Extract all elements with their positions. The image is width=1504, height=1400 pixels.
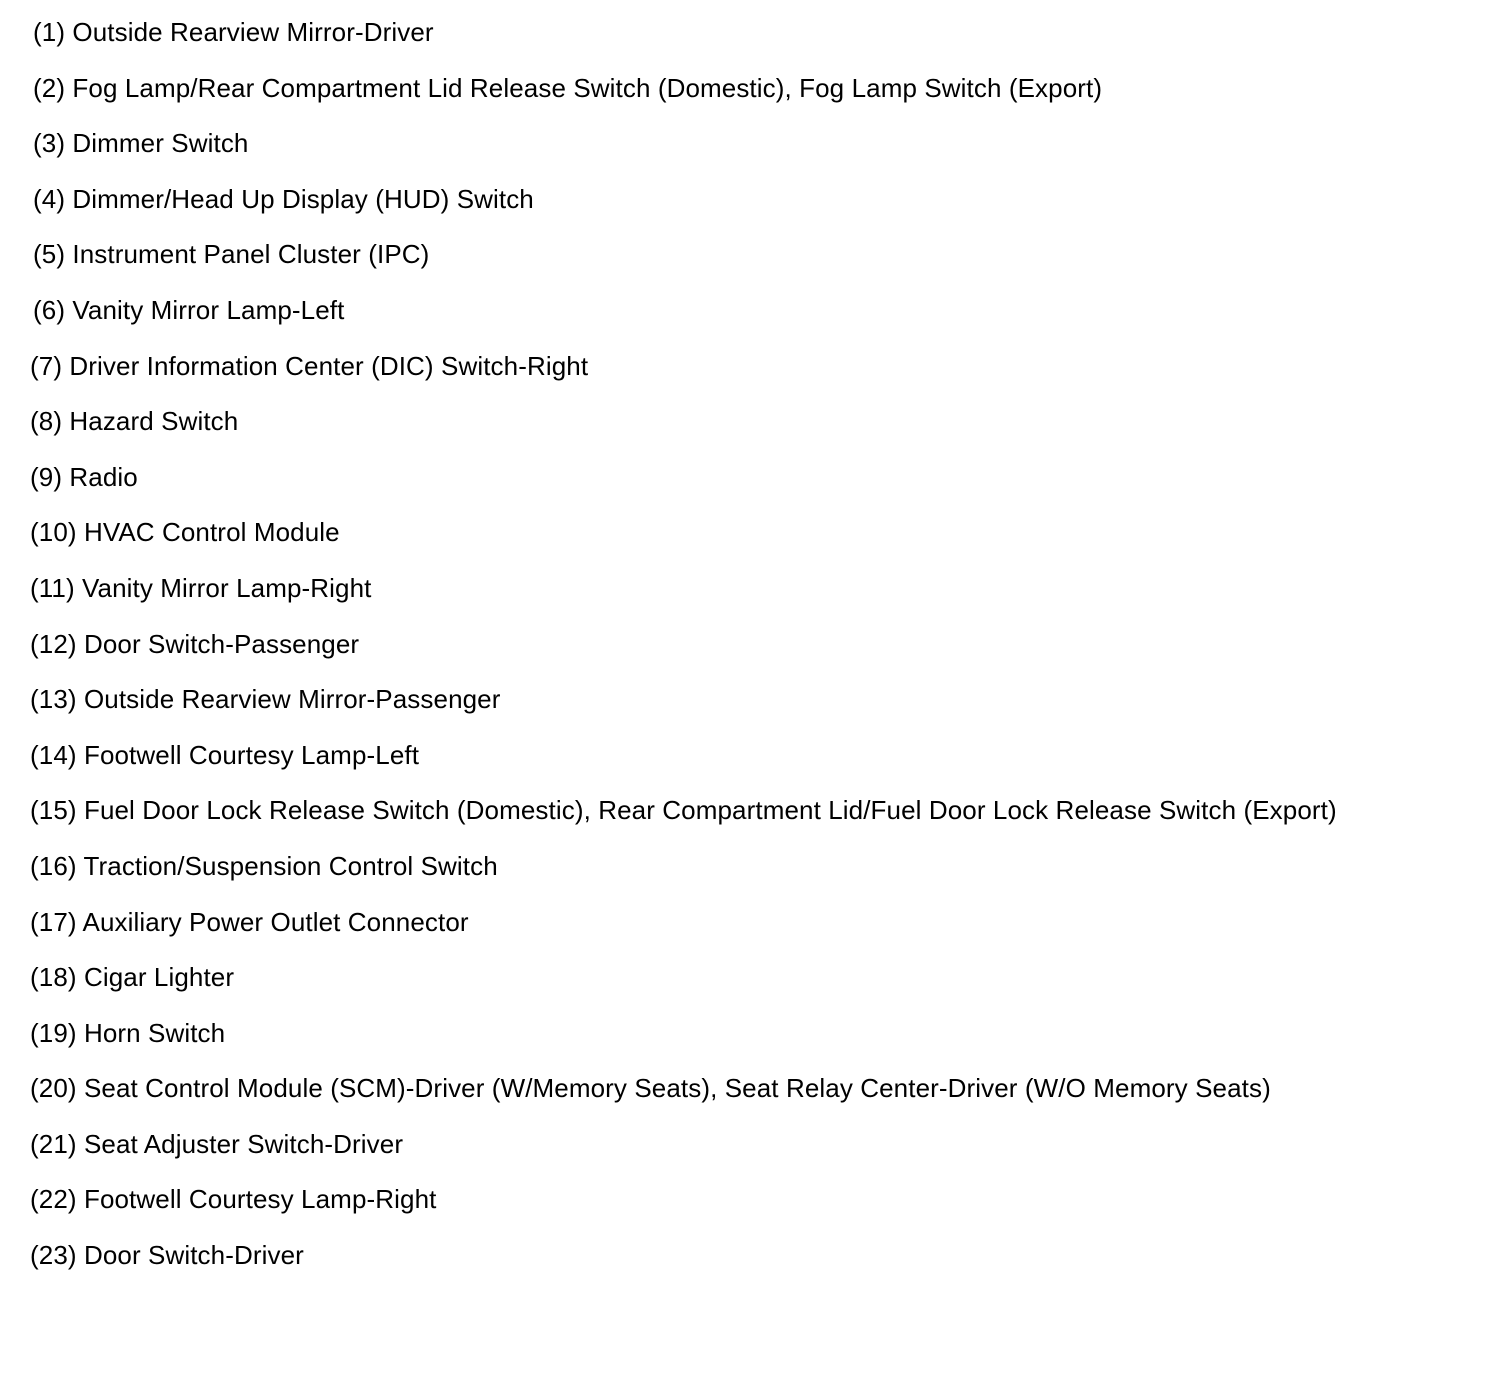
legend-item: (3) Dimmer Switch (33, 128, 249, 159)
legend-item: (23) Door Switch-Driver (30, 1240, 304, 1271)
legend-item: (20) Seat Control Module (SCM)-Driver (W/Memory Seats), Seat Relay Center-Driver (W/O Memory Seats) (30, 1073, 1271, 1104)
component-legend-list (30, 14, 1337, 1293)
legend-item: (8) Hazard Switch (30, 406, 239, 437)
legend-item: (13) Outside Rearview Mirror-Passenger (30, 684, 501, 715)
legend-item: (22) Footwell Courtesy Lamp-Right (30, 1184, 437, 1215)
legend-item: (6) Vanity Mirror Lamp-Left (33, 294, 345, 325)
legend-item: (11) Vanity Mirror Lamp-Right (30, 572, 372, 603)
legend-item: (15) Fuel Door Lock Release Switch (Domestic), Rear Compartment Lid/Fuel Door Lock Release Switch (Export) (30, 795, 1337, 826)
legend-item: (19) Horn Switch (30, 1017, 226, 1048)
legend-item: (9) Radio (30, 461, 138, 492)
legend-item: (2) Fog Lamp/Rear Compartment Lid Release Switch (Domestic), Fog Lamp Switch (Export) (33, 72, 1103, 103)
legend-item: (12) Door Switch-Passenger (30, 628, 360, 659)
legend-item: (7) Driver Information Center (DIC) Switch-Right (30, 350, 589, 381)
legend-item: (1) Outside Rearview Mirror-Driver (33, 17, 434, 47)
legend-item: (14) Footwell Courtesy Lamp-Left (30, 739, 420, 770)
legend-item: (21) Seat Adjuster Switch-Driver (30, 1128, 404, 1159)
legend-item: (5) Instrument Panel Cluster (IPC) (33, 239, 430, 270)
legend-item: (4) Dimmer/Head Up Display (HUD) Switch (33, 183, 534, 214)
legend-item: (10) HVAC Control Module (30, 517, 340, 548)
legend-item: (16) Traction/Suspension Control Switch (30, 850, 498, 881)
legend-item: (17) Auxiliary Power Outlet Connector (30, 906, 469, 937)
legend-item: (18) Cigar Lighter (30, 962, 235, 993)
